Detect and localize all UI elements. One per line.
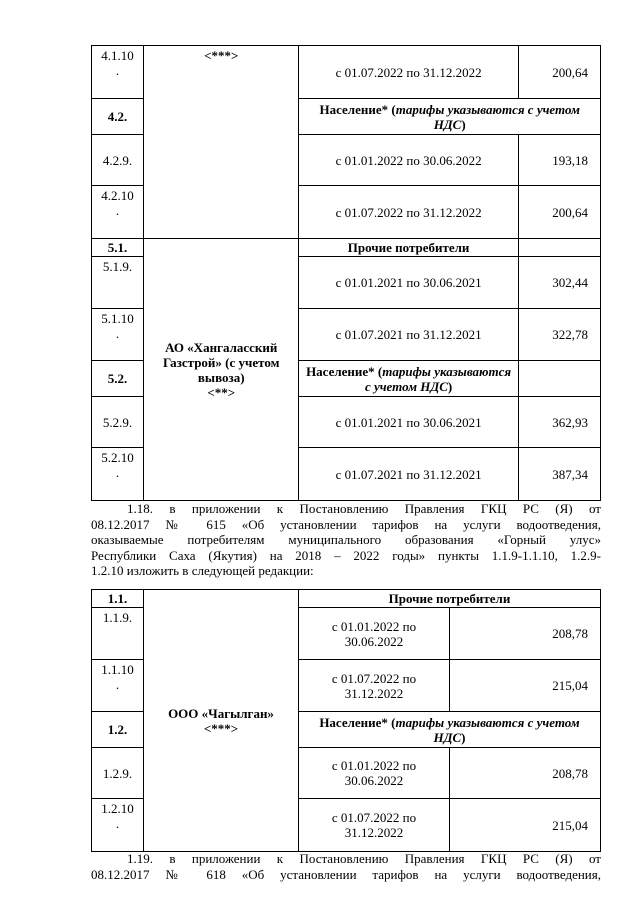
row-number: 1.1.9. bbox=[92, 608, 144, 660]
organization-cell bbox=[144, 590, 299, 852]
tariff-value: 200,64 bbox=[518, 186, 600, 239]
tariff-value: 322,78 bbox=[518, 309, 600, 361]
row-number-text: 1.1.10 bbox=[101, 662, 134, 677]
period-cell: с 01.07.2022 по 31.12.2022 bbox=[299, 799, 450, 852]
row-number: 1.2.9. bbox=[92, 748, 144, 799]
tariff-value: 387,34 bbox=[518, 448, 600, 501]
section-header bbox=[299, 712, 601, 748]
paragraph-line: Республики Саха (Якутия) на 2018 – 2022 годы» пункты 1.1.9-1.1.10, 1.2.9- bbox=[91, 547, 601, 563]
organization-name: <**> bbox=[207, 384, 236, 400]
header-text: ) bbox=[461, 116, 466, 132]
row-number: 5.2. bbox=[92, 361, 144, 397]
row-number-text: 1.2.10 bbox=[101, 801, 134, 816]
row-number-text: . bbox=[115, 203, 120, 218]
row-number bbox=[92, 799, 144, 852]
paragraph-1-19 bbox=[91, 851, 601, 882]
section-header bbox=[299, 361, 518, 397]
section-header bbox=[299, 99, 601, 135]
tariff-value: 200,64 bbox=[518, 46, 600, 99]
period-cell: с 01.01.2021 по 30.06.2021 bbox=[299, 397, 518, 448]
organization-name: Газстрой» (с учетом bbox=[163, 354, 280, 370]
row-number-text: . bbox=[115, 816, 120, 831]
organization-cell bbox=[144, 239, 299, 501]
row-number-text: . bbox=[115, 465, 120, 480]
organization-name: ООО «Чагылган» bbox=[168, 705, 274, 721]
paragraph-line: 08.12.2017 № 618 «Об установлении тарифов на услуги водоотведения, bbox=[91, 866, 601, 882]
table-row bbox=[92, 239, 601, 257]
row-number-text: 4.2.10 bbox=[101, 188, 134, 203]
period-cell: с 01.01.2022 по 30.06.2022 bbox=[299, 608, 450, 660]
row-number: 5.1. bbox=[92, 239, 144, 257]
period-cell: с 01.07.2021 по 31.12.2021 bbox=[299, 448, 518, 501]
header-text: Население* ( bbox=[319, 714, 396, 730]
organization-name: <***> bbox=[204, 48, 239, 63]
tariff-table-1 bbox=[91, 45, 601, 501]
tariff-value: 208,78 bbox=[450, 748, 601, 799]
row-number-text: . bbox=[115, 326, 120, 341]
row-number bbox=[92, 309, 144, 361]
organization-name: вывоза) bbox=[197, 369, 245, 385]
organization-name: <***> bbox=[203, 720, 239, 736]
paragraph-line: 1.18. в приложении к Постановлению Правления ГКЦ РС (Я) от bbox=[127, 501, 601, 516]
row-number: 1.2. bbox=[92, 712, 144, 748]
row-number bbox=[92, 660, 144, 712]
period-cell: с 01.07.2022 по 31.12.2022 bbox=[299, 186, 518, 239]
tariff-value: 362,93 bbox=[518, 397, 600, 448]
header-italic-text: тарифы указываются с учетом НДС bbox=[395, 101, 580, 132]
header-text: Население* ( bbox=[319, 101, 396, 117]
period-cell: с 01.01.2022 по 30.06.2022 bbox=[299, 135, 518, 186]
row-number bbox=[92, 46, 144, 99]
period-cell: с 01.07.2021 по 31.12.2021 bbox=[299, 309, 518, 361]
organization-name: АО «Хангаласский bbox=[165, 339, 278, 355]
tariff-value: 193,18 bbox=[518, 135, 600, 186]
paragraph-line: оказываемые потребителям муниципального образования «Горный улус» bbox=[91, 532, 601, 547]
paragraph-1-18 bbox=[91, 501, 601, 579]
row-number-text: 5.1.10 bbox=[101, 311, 134, 326]
row-number: 5.1.9. bbox=[92, 257, 144, 309]
period-cell: с 01.07.2022 по 31.12.2022 bbox=[299, 46, 518, 99]
row-number: 4.2.9. bbox=[92, 135, 144, 186]
tariff-value: 208,78 bbox=[450, 608, 601, 660]
row-number: 5.2.9. bbox=[92, 397, 144, 448]
organization-cell bbox=[144, 46, 299, 239]
section-header: Прочие потребители bbox=[299, 590, 601, 608]
table-row bbox=[92, 46, 601, 99]
row-number-text: . bbox=[115, 63, 120, 78]
row-number bbox=[92, 186, 144, 239]
table-row bbox=[92, 590, 601, 608]
tariff-table-2 bbox=[91, 589, 601, 852]
paragraph-line: 08.12.2017 № 615 «Об установлении тарифов на услуги водоотведения, bbox=[91, 516, 601, 532]
empty-cell bbox=[518, 361, 600, 397]
row-number: 1.1. bbox=[92, 590, 144, 608]
header-text: ) bbox=[461, 729, 466, 745]
section-header: Прочие потребители bbox=[299, 239, 518, 257]
row-number bbox=[92, 448, 144, 501]
empty-cell bbox=[518, 239, 600, 257]
header-text: ) bbox=[447, 378, 453, 394]
row-number-text: . bbox=[115, 677, 120, 692]
header-italic-text: тарифы указываются с учетом НДС bbox=[395, 714, 580, 745]
header-text: Население* ( bbox=[306, 363, 383, 379]
tariff-value: 215,04 bbox=[450, 799, 601, 852]
row-number-text: 4.1.10 bbox=[101, 48, 134, 63]
tariff-value: 302,44 bbox=[518, 257, 600, 309]
paragraph-line: 1.2.10 изложить в следующей редакции: bbox=[91, 563, 314, 578]
paragraph-line: 1.19. в приложении к Постановлению Правления ГКЦ РС (Я) от bbox=[127, 851, 601, 866]
period-cell: с 01.01.2022 по 30.06.2022 bbox=[299, 748, 450, 799]
period-cell: с 01.01.2021 по 30.06.2021 bbox=[299, 257, 518, 309]
row-number: 4.2. bbox=[92, 99, 144, 135]
header-italic-text: тарифы указываются с учетом НДС bbox=[364, 363, 512, 394]
period-cell: с 01.07.2022 по 31.12.2022 bbox=[299, 660, 450, 712]
tariff-value: 215,04 bbox=[450, 660, 601, 712]
row-number-text: 5.2.10 bbox=[101, 450, 134, 465]
